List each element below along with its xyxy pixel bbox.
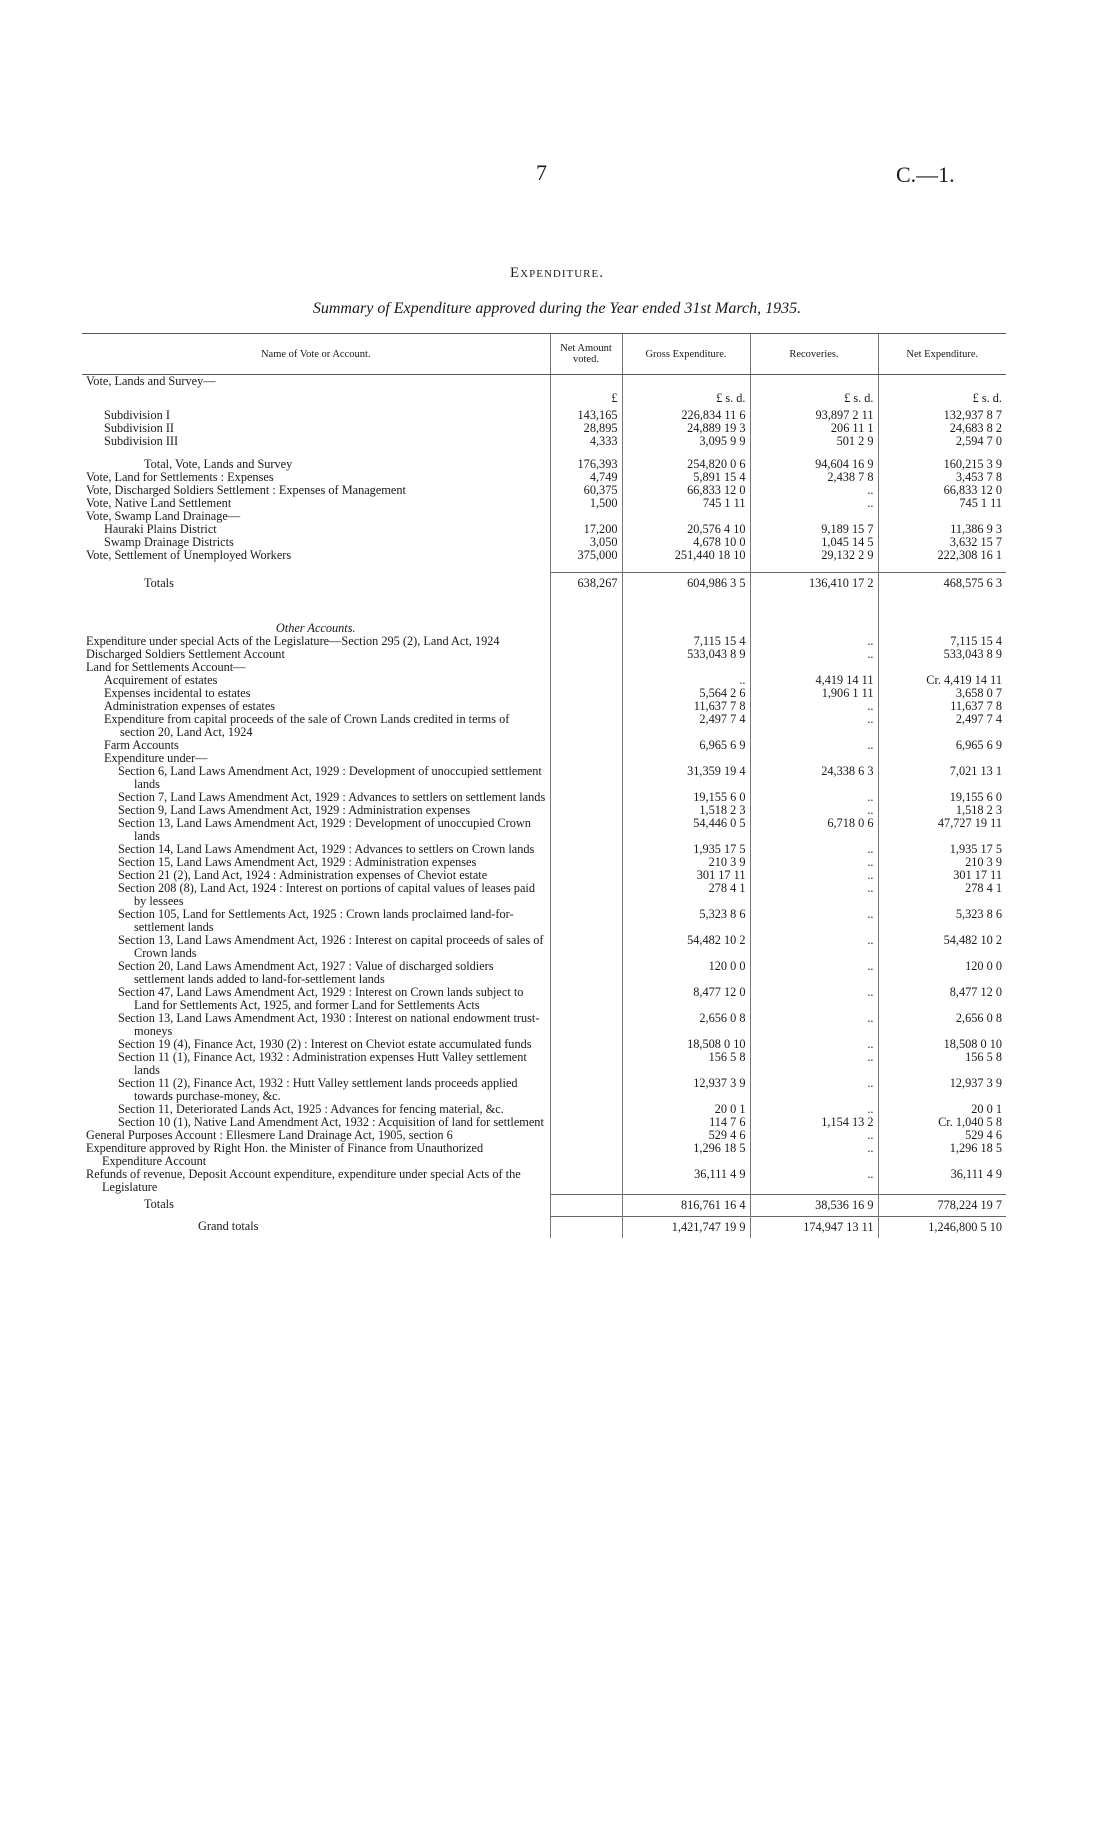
table-row (82, 594, 1006, 622)
voted-cell (550, 674, 622, 687)
gross-cell: 36,111 4 9 (622, 1168, 750, 1194)
row-label-text: Totals (144, 1197, 174, 1211)
row-label-text: Section 11 (2), Finance Act, 1932 : Hutt Valley settlement lands proceeds applied towards purchase-money, &c. (118, 1076, 518, 1103)
recoveries-cell: .. (750, 484, 878, 497)
gross-cell: 11,637 7 8 (622, 700, 750, 713)
row-label-text: Section 19 (4), Finance Act, 1930 (2) : Interest on Cheviot estate accumulated funds (118, 1037, 532, 1051)
net-cell: 132,937 8 7 (878, 409, 1006, 422)
net-cell: 3,453 7 8 (878, 471, 1006, 484)
table-row (82, 388, 1006, 409)
table-row (82, 739, 1006, 752)
net-cell: 12,937 3 9 (878, 1077, 1006, 1103)
voted-cell (550, 1051, 622, 1077)
net-cell: 2,656 0 8 (878, 1012, 1006, 1038)
net-cell: 54,482 10 2 (878, 934, 1006, 960)
net-cell: Cr. 1,040 5 8 (878, 1116, 1006, 1129)
voted-cell: 4,333 (550, 435, 622, 448)
row-label (82, 908, 550, 934)
gross-cell: 1,518 2 3 (622, 804, 750, 817)
voted-cell (550, 1194, 622, 1216)
column-header-voted: Net Amount voted. (550, 334, 622, 375)
net-cell: 222,308 16 1 (878, 549, 1006, 562)
row-label-text: Swamp Drainage Districts (104, 535, 234, 549)
recoveries-cell: .. (750, 856, 878, 869)
row-label-text: Total, Vote, Lands and Survey (144, 457, 293, 471)
table-subtitle: Summary of Expenditure approved during the Year ended 31st March, 1935. (312, 300, 802, 317)
voted-cell (550, 622, 622, 635)
recoveries-cell: .. (750, 635, 878, 648)
gross-cell (622, 375, 750, 389)
table-header-row (82, 334, 1006, 375)
gross-cell: 7,115 15 4 (622, 635, 750, 648)
recoveries-cell: 4,419 14 11 (750, 674, 878, 687)
row-label (82, 573, 550, 595)
row-label (82, 765, 550, 791)
row-label (82, 388, 550, 409)
recoveries-cell: .. (750, 1103, 878, 1116)
section-title: Expenditure. (510, 265, 604, 281)
column-header-net: Net Expenditure. (878, 334, 1006, 375)
recoveries-cell: .. (750, 869, 878, 882)
table-row (82, 1216, 1006, 1238)
gross-cell: 20,576 4 10 (622, 523, 750, 536)
gross-cell: 226,834 11 6 (622, 409, 750, 422)
row-label (82, 882, 550, 908)
recoveries-cell: .. (750, 1051, 878, 1077)
net-cell: 210 3 9 (878, 856, 1006, 869)
gross-cell (622, 661, 750, 674)
gross-cell: 529 4 6 (622, 1129, 750, 1142)
row-label (82, 986, 550, 1012)
net-cell: 1,935 17 5 (878, 843, 1006, 856)
table-row (82, 934, 1006, 960)
voted-cell (550, 1038, 622, 1051)
column-header-gross: Gross Expenditure. (622, 334, 750, 375)
voted-cell (550, 635, 622, 648)
row-label-text: Section 11, Deteriorated Lands Act, 1925 : Advances for fencing material, &c. (118, 1102, 504, 1116)
recoveries-cell: £ s. d. (750, 388, 878, 409)
row-label-text: Vote, Discharged Soldiers Settlement : Expenses of Management (86, 483, 406, 497)
voted-cell: £ (550, 388, 622, 409)
voted-cell (550, 700, 622, 713)
table-body (82, 375, 1006, 1238)
net-cell: 3,658 0 7 (878, 687, 1006, 700)
gross-cell: 251,440 18 10 (622, 549, 750, 562)
recoveries-cell: 206 11 1 (750, 422, 878, 435)
table-row (82, 882, 1006, 908)
gross-cell: £ s. d. (622, 388, 750, 409)
net-cell: 745 1 11 (878, 497, 1006, 510)
voted-cell (550, 765, 622, 791)
voted-cell (550, 934, 622, 960)
recoveries-cell (750, 562, 878, 573)
gross-cell: 156 5 8 (622, 1051, 750, 1077)
voted-cell: 638,267 (550, 573, 622, 595)
table-row (82, 549, 1006, 562)
row-label-text: Grand totals (198, 1219, 259, 1233)
column-header-name: Name of Vote or Account. (82, 334, 550, 375)
row-label-text: Section 13, Land Laws Amendment Act, 1926 : Interest on capital proceeds of sales of Crown lands (118, 933, 544, 960)
row-label-text: Totals (144, 575, 174, 590)
recoveries-cell: .. (750, 1038, 878, 1051)
net-cell: 533,043 8 9 (878, 648, 1006, 661)
recoveries-cell: 2,438 7 8 (750, 471, 878, 484)
table-row (82, 713, 1006, 739)
recoveries-cell: .. (750, 497, 878, 510)
row-label-text: Acquirement of estates (104, 673, 218, 687)
recoveries-cell: 29,132 2 9 (750, 549, 878, 562)
gross-cell: 2,497 7 4 (622, 713, 750, 739)
table-row (82, 1051, 1006, 1077)
net-cell: 7,021 13 1 (878, 765, 1006, 791)
table-row (82, 1194, 1006, 1216)
gross-cell: 6,965 6 9 (622, 739, 750, 752)
voted-cell (550, 661, 622, 674)
row-label-text: Other Accounts. (275, 621, 356, 635)
net-cell: 47,727 19 11 (878, 817, 1006, 843)
row-label-text: Land for Settlements Account— (86, 660, 246, 674)
net-cell: 11,386 9 3 (878, 523, 1006, 536)
voted-cell (550, 843, 622, 856)
voted-cell (550, 804, 622, 817)
row-label (82, 713, 550, 739)
voted-cell: 375,000 (550, 549, 622, 562)
row-label-text: Administration expenses of estates (104, 699, 276, 713)
net-cell (878, 375, 1006, 389)
gross-cell: 19,155 6 0 (622, 791, 750, 804)
row-label-text: Expenditure approved by Right Hon. the Minister of Finance from Unauthorized Expenditure Account (86, 1141, 484, 1168)
row-label-text: Section 9, Land Laws Amendment Act, 1929 : Administration expenses (118, 803, 471, 817)
row-label-text: Section 105, Land for Settlements Act, 1925 : Crown lands proclaimed land-for-settlement lands (118, 907, 514, 934)
voted-cell (550, 648, 622, 661)
recoveries-cell: 1,906 1 11 (750, 687, 878, 700)
voted-cell (550, 687, 622, 700)
row-label-text: Section 7, Land Laws Amendment Act, 1929 : Advances to settlers on settlement lands (118, 790, 546, 804)
recoveries-cell: .. (750, 1168, 878, 1194)
gross-cell: 745 1 11 (622, 497, 750, 510)
voted-cell: 4,749 (550, 471, 622, 484)
net-cell: 1,518 2 3 (878, 804, 1006, 817)
row-label-text: Vote, Land for Settlements : Expenses (86, 470, 274, 484)
gross-cell (622, 562, 750, 573)
row-label (82, 435, 550, 448)
recoveries-cell (750, 375, 878, 389)
net-cell: 20 0 1 (878, 1103, 1006, 1116)
expenditure-table (82, 333, 1006, 1238)
row-label-text: General Purposes Account : Ellesmere Land Drainage Act, 1905, section 6 (86, 1128, 453, 1142)
recoveries-cell: 6,718 0 6 (750, 817, 878, 843)
table-row (82, 1168, 1006, 1194)
gross-cell: 533,043 8 9 (622, 648, 750, 661)
row-label-text: Refunds of revenue, Deposit Account expenditure, expenditure under special Acts of the Legislature (86, 1167, 521, 1194)
row-label-text: Vote, Lands and Survey— (86, 374, 216, 388)
gross-cell: 18,508 0 10 (622, 1038, 750, 1051)
row-label (82, 549, 550, 562)
recoveries-cell (750, 594, 878, 622)
row-label-text: Section 6, Land Laws Amendment Act, 1929 : Development of unoccupied settlement lands (118, 764, 542, 791)
recoveries-cell: .. (750, 1077, 878, 1103)
gross-cell: 20 0 1 (622, 1103, 750, 1116)
gross-cell: 66,833 12 0 (622, 484, 750, 497)
recoveries-cell: .. (750, 648, 878, 661)
gross-cell: 5,323 8 6 (622, 908, 750, 934)
voted-cell (550, 752, 622, 765)
recoveries-cell: .. (750, 908, 878, 934)
recoveries-cell: 24,338 6 3 (750, 765, 878, 791)
net-cell: 778,224 19 7 (878, 1194, 1006, 1216)
row-label-text: Vote, Native Land Settlement (86, 496, 232, 510)
gross-cell: 5,564 2 6 (622, 687, 750, 700)
row-label-text: Subdivision III (104, 434, 179, 448)
net-cell: 11,637 7 8 (878, 700, 1006, 713)
voted-cell (550, 791, 622, 804)
row-label-text: Expenditure under— (104, 751, 208, 765)
row-label-text: Section 14, Land Laws Amendment Act, 1929 : Advances to settlers on Crown lands (118, 842, 535, 856)
recoveries-cell: .. (750, 882, 878, 908)
table-row (82, 1077, 1006, 1103)
voted-cell: 17,200 (550, 523, 622, 536)
row-label-text: Section 47, Land Laws Amendment Act, 1929 : Interest on Crown lands subject to Land for Settlements Act, 1925, and former Land for Settlements Acts (118, 985, 524, 1012)
recoveries-cell: .. (750, 843, 878, 856)
voted-cell (550, 1012, 622, 1038)
voted-cell: 176,393 (550, 458, 622, 471)
voted-cell (550, 375, 622, 389)
recoveries-cell: 1,045 14 5 (750, 536, 878, 549)
recoveries-cell: .. (750, 934, 878, 960)
voted-cell: 60,375 (550, 484, 622, 497)
document-reference: C.—1. (896, 162, 955, 187)
gross-cell: 8,477 12 0 (622, 986, 750, 1012)
gross-cell: 278 4 1 (622, 882, 750, 908)
net-cell (878, 562, 1006, 573)
net-cell: 529 4 6 (878, 1129, 1006, 1142)
recoveries-cell: 1,154 13 2 (750, 1116, 878, 1129)
recoveries-cell: .. (750, 713, 878, 739)
row-label (82, 375, 550, 389)
recoveries-cell: .. (750, 986, 878, 1012)
voted-cell (550, 713, 622, 739)
net-cell: 160,215 3 9 (878, 458, 1006, 471)
voted-cell (550, 1103, 622, 1116)
gross-cell (622, 594, 750, 622)
gross-cell: 1,935 17 5 (622, 843, 750, 856)
recoveries-cell: .. (750, 960, 878, 986)
row-label (82, 1051, 550, 1077)
gross-cell: 1,421,747 19 9 (622, 1216, 750, 1238)
voted-cell (550, 1168, 622, 1194)
gross-cell: 54,482 10 2 (622, 934, 750, 960)
voted-cell (550, 562, 622, 573)
net-cell: 8,477 12 0 (878, 986, 1006, 1012)
row-label-text: Section 13, Land Laws Amendment Act, 1929 : Development of unoccupied Crown lands (118, 816, 531, 843)
table-row (82, 817, 1006, 843)
page-number: 7 (536, 160, 547, 185)
recoveries-cell: .. (750, 791, 878, 804)
gross-cell: 12,937 3 9 (622, 1077, 750, 1103)
recoveries-cell: 9,189 15 7 (750, 523, 878, 536)
row-label-text: Discharged Soldiers Settlement Account (86, 647, 285, 661)
row-label (82, 562, 550, 573)
gross-cell: 254,820 0 6 (622, 458, 750, 471)
voted-cell (550, 960, 622, 986)
net-cell: 2,594 7 0 (878, 435, 1006, 448)
table-row (82, 573, 1006, 595)
row-label-text: Section 21 (2), Land Act, 1924 : Administration expenses of Cheviot estate (118, 868, 488, 882)
row-label-text: Expenditure from capital proceeds of the sale of Crown Lands credited in terms of section 20, Land Act, 1924 (104, 712, 510, 739)
row-label (82, 1012, 550, 1038)
voted-cell (550, 908, 622, 934)
net-cell: 1,296 18 5 (878, 1142, 1006, 1168)
net-cell: 66,833 12 0 (878, 484, 1006, 497)
recoveries-cell: .. (750, 1129, 878, 1142)
voted-cell (550, 986, 622, 1012)
voted-cell (550, 594, 622, 622)
row-label-text: Section 11 (1), Finance Act, 1932 : Administration expenses Hutt Valley settlement lands (118, 1050, 527, 1077)
net-cell: 5,323 8 6 (878, 908, 1006, 934)
recoveries-cell: .. (750, 1142, 878, 1168)
row-label (82, 817, 550, 843)
gross-cell: 301 17 11 (622, 869, 750, 882)
gross-cell: .. (622, 674, 750, 687)
row-label-text: Expenditure under special Acts of the Legislature—Section 295 (2), Land Act, 1924 (86, 634, 500, 648)
recoveries-cell: 501 2 9 (750, 435, 878, 448)
voted-cell (550, 882, 622, 908)
voted-cell (550, 817, 622, 843)
table-row (82, 908, 1006, 934)
gross-cell: 114 7 6 (622, 1116, 750, 1129)
gross-cell: 54,446 0 5 (622, 817, 750, 843)
table-row (82, 435, 1006, 448)
voted-cell (550, 856, 622, 869)
gross-cell: 24,889 19 3 (622, 422, 750, 435)
row-label-text: Section 10 (1), Native Land Amendment Act, 1932 : Acquisition of land for settlement (118, 1115, 544, 1129)
row-label (82, 594, 550, 622)
row-label-text: Section 15, Land Laws Amendment Act, 1929 : Administration expenses (118, 855, 477, 869)
recoveries-cell: 94,604 16 9 (750, 458, 878, 471)
gross-cell: 604,986 3 5 (622, 573, 750, 595)
net-cell: 1,246,800 5 10 (878, 1216, 1006, 1238)
net-cell: 468,575 6 3 (878, 573, 1006, 595)
net-cell: Cr. 4,419 14 11 (878, 674, 1006, 687)
net-cell: 24,683 8 2 (878, 422, 1006, 435)
voted-cell: 143,165 (550, 409, 622, 422)
net-cell: £ s. d. (878, 388, 1006, 409)
net-cell: 3,632 15 7 (878, 536, 1006, 549)
net-cell (878, 594, 1006, 622)
recoveries-cell: 174,947 13 11 (750, 1216, 878, 1238)
row-label-text: Section 13, Land Laws Amendment Act, 1930 : Interest on national endowment trust-moneys (118, 1011, 540, 1038)
voted-cell (550, 1116, 622, 1129)
net-cell: 278 4 1 (878, 882, 1006, 908)
net-cell: 18,508 0 10 (878, 1038, 1006, 1051)
gross-cell: 816,761 16 4 (622, 1194, 750, 1216)
row-label-text: Farm Accounts (104, 738, 179, 752)
gross-cell: 1,296 18 5 (622, 1142, 750, 1168)
recoveries-cell (750, 622, 878, 635)
recoveries-cell: .. (750, 1012, 878, 1038)
recoveries-cell: 136,410 17 2 (750, 573, 878, 595)
voted-cell: 1,500 (550, 497, 622, 510)
row-label (82, 1168, 550, 1194)
row-label (82, 1077, 550, 1103)
net-cell: 36,111 4 9 (878, 1168, 1006, 1194)
gross-cell: 5,891 15 4 (622, 471, 750, 484)
recoveries-cell: 38,536 16 9 (750, 1194, 878, 1216)
voted-cell (550, 869, 622, 882)
net-cell: 120 0 0 (878, 960, 1006, 986)
gross-cell: 3,095 9 9 (622, 435, 750, 448)
net-cell: 19,155 6 0 (878, 791, 1006, 804)
column-header-recoveries: Recoveries. (750, 334, 878, 375)
net-cell: 2,497 7 4 (878, 713, 1006, 739)
row-label-text: Subdivision II (104, 421, 175, 435)
row-label (82, 1194, 550, 1216)
table-row (82, 960, 1006, 986)
row-label-text: Subdivision I (104, 408, 170, 422)
table-row (82, 1012, 1006, 1038)
net-cell: 301 17 11 (878, 869, 1006, 882)
voted-cell (550, 1142, 622, 1168)
table-row (82, 1142, 1006, 1168)
row-label (82, 1216, 550, 1238)
voted-cell: 3,050 (550, 536, 622, 549)
row-label-text: Section 20, Land Laws Amendment Act, 1927 : Value of discharged soldiers settlement lands added to land-for-settlement lands (118, 959, 494, 986)
voted-cell (550, 1077, 622, 1103)
recoveries-cell: .. (750, 739, 878, 752)
voted-cell (550, 1129, 622, 1142)
gross-cell: 31,359 19 4 (622, 765, 750, 791)
row-label (82, 960, 550, 986)
row-label-text: Expenses incidental to estates (104, 686, 251, 700)
table-row (82, 375, 1006, 389)
gross-cell: 2,656 0 8 (622, 1012, 750, 1038)
row-label-text: Vote, Settlement of Unemployed Workers (86, 548, 292, 562)
table-row (82, 562, 1006, 573)
recoveries-cell: 93,897 2 11 (750, 409, 878, 422)
recoveries-cell: .. (750, 700, 878, 713)
row-label-text: Vote, Swamp Land Drainage— (86, 509, 241, 523)
voted-cell: 28,895 (550, 422, 622, 435)
recoveries-cell: .. (750, 804, 878, 817)
voted-cell (550, 739, 622, 752)
gross-cell: 120 0 0 (622, 960, 750, 986)
net-cell: 156 5 8 (878, 1051, 1006, 1077)
voted-cell (550, 1216, 622, 1238)
row-label (82, 934, 550, 960)
net-cell: 7,115 15 4 (878, 635, 1006, 648)
gross-cell: 4,678 10 0 (622, 536, 750, 549)
table-row (82, 765, 1006, 791)
row-label (82, 1142, 550, 1168)
table-row (82, 986, 1006, 1012)
row-label-text: Section 208 (8), Land Act, 1924 : Interest on portions of capital values of leases paid by lessees (118, 881, 535, 908)
net-cell: 6,965 6 9 (878, 739, 1006, 752)
row-label-text: Hauraki Plains District (104, 522, 217, 536)
gross-cell: 210 3 9 (622, 856, 750, 869)
